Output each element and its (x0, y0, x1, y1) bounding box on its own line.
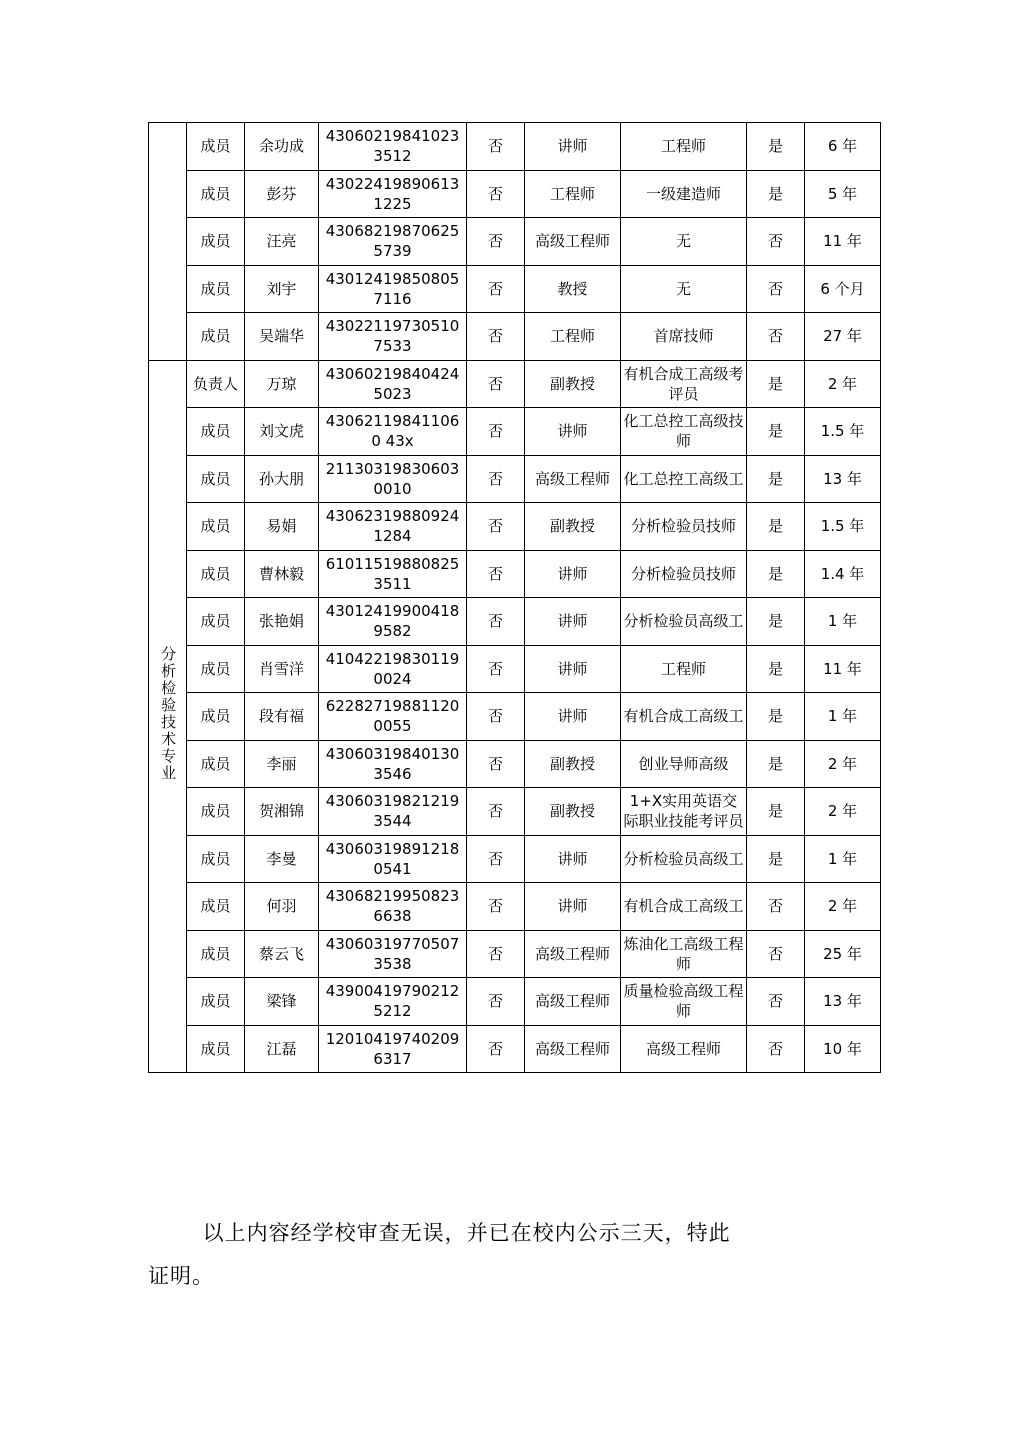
cell-title: 讲师 (525, 645, 621, 693)
cell-cert: 工程师 (621, 645, 747, 693)
cell-years: 10 年 (805, 1025, 881, 1073)
cell-role: 成员 (187, 170, 245, 218)
cell-role: 成员 (187, 550, 245, 598)
table-row (149, 883, 881, 931)
cell-years: 11 年 (805, 645, 881, 693)
cell-id: 430602198410233512 (319, 123, 467, 171)
cell-yn: 是 (747, 598, 805, 646)
cell-yn: 是 (747, 503, 805, 551)
cell-flag: 否 (467, 835, 525, 883)
cell-name: 吴端华 (245, 313, 319, 361)
table-row (149, 408, 881, 456)
footer-statement (148, 1212, 884, 1298)
group-label: 分析检验技术专业 (159, 645, 178, 782)
cell-title: 讲师 (525, 835, 621, 883)
cell-name: 段有福 (245, 693, 319, 741)
cell-name: 汪亮 (245, 218, 319, 266)
table-row (149, 978, 881, 1026)
cell-years: 6 个月 (805, 265, 881, 313)
cell-cert: 1+X实用英语交际职业技能考评员 (621, 788, 747, 836)
cell-yn: 否 (747, 883, 805, 931)
cell-name: 江磊 (245, 1025, 319, 1073)
group-cell-major (149, 360, 187, 1073)
cell-title: 高级工程师 (525, 218, 621, 266)
cell-yn: 是 (747, 170, 805, 218)
cell-title: 工程师 (525, 313, 621, 361)
cell-id: 430603198912180541 (319, 835, 467, 883)
cell-id: 430623198809241284 (319, 503, 467, 551)
cell-id: 622827198811200055 (319, 693, 467, 741)
cell-name: 贺湘锦 (245, 788, 319, 836)
cell-yn: 否 (747, 978, 805, 1026)
cell-yn: 否 (747, 930, 805, 978)
cell-flag: 否 (467, 550, 525, 598)
table-row (149, 123, 881, 171)
cell-title: 副教授 (525, 788, 621, 836)
cell-id: 430621198411060 43x (319, 408, 467, 456)
cell-role: 成员 (187, 265, 245, 313)
cell-cert: 有机合成工高级考评员 (621, 360, 747, 408)
cell-role: 负责人 (187, 360, 245, 408)
cell-years: 1 年 (805, 598, 881, 646)
cell-name: 肖雪洋 (245, 645, 319, 693)
cell-role: 成员 (187, 598, 245, 646)
cell-years: 25 年 (805, 930, 881, 978)
table-row (149, 218, 881, 266)
table-row (149, 265, 881, 313)
cell-title: 副教授 (525, 503, 621, 551)
cell-name: 李曼 (245, 835, 319, 883)
cell-yn: 是 (747, 645, 805, 693)
cell-name: 梁锋 (245, 978, 319, 1026)
cell-flag: 否 (467, 740, 525, 788)
cell-yn: 是 (747, 360, 805, 408)
cell-id: 410422198301190024 (319, 645, 467, 693)
table-row (149, 835, 881, 883)
cell-years: 1.5 年 (805, 408, 881, 456)
cell-id: 430682199508236638 (319, 883, 467, 931)
cell-role: 成员 (187, 835, 245, 883)
cell-yn: 否 (747, 1025, 805, 1073)
cell-id: 430224198906131225 (319, 170, 467, 218)
cell-role: 成员 (187, 740, 245, 788)
cell-role: 成员 (187, 313, 245, 361)
cell-flag: 否 (467, 265, 525, 313)
cell-flag: 否 (467, 978, 525, 1026)
cell-cert: 工程师 (621, 123, 747, 171)
cell-id: 430603198401303546 (319, 740, 467, 788)
cell-id: 430221197305107533 (319, 313, 467, 361)
cell-flag: 否 (467, 218, 525, 266)
personnel-table (148, 122, 881, 1073)
cell-role: 成员 (187, 218, 245, 266)
cell-name: 余功成 (245, 123, 319, 171)
table-row (149, 503, 881, 551)
cell-yn: 是 (747, 693, 805, 741)
cell-flag: 否 (467, 598, 525, 646)
cell-years: 1 年 (805, 835, 881, 883)
cell-title: 讲师 (525, 598, 621, 646)
cell-name: 孙大朋 (245, 455, 319, 503)
cell-years: 2 年 (805, 360, 881, 408)
cell-id: 439004197902125212 (319, 978, 467, 1026)
table-row (149, 645, 881, 693)
cell-flag: 否 (467, 693, 525, 741)
cell-role: 成员 (187, 930, 245, 978)
cell-id: 430603197705073538 (319, 930, 467, 978)
cell-cert: 高级工程师 (621, 1025, 747, 1073)
cell-cert: 质量检验高级工程师 (621, 978, 747, 1026)
cell-cert: 无 (621, 265, 747, 313)
cell-title: 副教授 (525, 740, 621, 788)
cell-role: 成员 (187, 978, 245, 1026)
cell-cert: 无 (621, 218, 747, 266)
cell-name: 万琼 (245, 360, 319, 408)
cell-title: 工程师 (525, 170, 621, 218)
cell-flag: 否 (467, 170, 525, 218)
footer-line-1: 以上内容经学校审查无误，并已在校内公示三天，特此 (202, 1221, 731, 1245)
cell-id: 120104197402096317 (319, 1025, 467, 1073)
table-body (149, 123, 881, 1073)
cell-role: 成员 (187, 1025, 245, 1073)
cell-name: 易娟 (245, 503, 319, 551)
cell-name: 何羽 (245, 883, 319, 931)
cell-id: 211303198306030010 (319, 455, 467, 503)
cell-flag: 否 (467, 360, 525, 408)
cell-years: 13 年 (805, 978, 881, 1026)
group-cell-empty (149, 123, 187, 361)
table-row (149, 788, 881, 836)
cell-cert: 分析检验员高级工 (621, 598, 747, 646)
cell-yn: 否 (747, 218, 805, 266)
cell-id: 430603198212193544 (319, 788, 467, 836)
cell-years: 2 年 (805, 883, 881, 931)
cell-flag: 否 (467, 930, 525, 978)
table-row (149, 740, 881, 788)
cell-years: 1.4 年 (805, 550, 881, 598)
cell-cert: 分析检验员高级工 (621, 835, 747, 883)
table-row (149, 930, 881, 978)
cell-cert: 有机合成工高级工 (621, 693, 747, 741)
cell-cert: 炼油化工高级工程师 (621, 930, 747, 978)
cell-cert: 创业导师高级 (621, 740, 747, 788)
cell-title: 高级工程师 (525, 930, 621, 978)
cell-cert: 一级建造师 (621, 170, 747, 218)
cell-flag: 否 (467, 788, 525, 836)
cell-id: 430124199004189582 (319, 598, 467, 646)
cell-years: 1 年 (805, 693, 881, 741)
table-row (149, 598, 881, 646)
cell-years: 27 年 (805, 313, 881, 361)
cell-cert: 化工总控工高级技师 (621, 408, 747, 456)
cell-id: 430682198706255739 (319, 218, 467, 266)
footer-line-2: 证明。 (148, 1264, 214, 1289)
cell-flag: 否 (467, 455, 525, 503)
cell-role: 成员 (187, 693, 245, 741)
cell-flag: 否 (467, 408, 525, 456)
table-row (149, 170, 881, 218)
cell-yn: 是 (747, 455, 805, 503)
cell-years: 5 年 (805, 170, 881, 218)
cell-years: 2 年 (805, 788, 881, 836)
cell-cert: 分析检验员技师 (621, 503, 747, 551)
cell-yn: 否 (747, 313, 805, 361)
cell-id: 610115198808253511 (319, 550, 467, 598)
cell-name: 蔡云飞 (245, 930, 319, 978)
cell-role: 成员 (187, 788, 245, 836)
cell-yn: 是 (747, 835, 805, 883)
cell-years: 13 年 (805, 455, 881, 503)
table-row (149, 693, 881, 741)
cell-role: 成员 (187, 455, 245, 503)
table-row (149, 313, 881, 361)
cell-name: 张艳娟 (245, 598, 319, 646)
cell-cert: 化工总控工高级工 (621, 455, 747, 503)
cell-title: 教授 (525, 265, 621, 313)
cell-years: 1.5 年 (805, 503, 881, 551)
cell-flag: 否 (467, 645, 525, 693)
cell-yn: 否 (747, 265, 805, 313)
personnel-table-container (148, 122, 880, 1073)
table-row (149, 455, 881, 503)
cell-name: 曹林毅 (245, 550, 319, 598)
cell-title: 高级工程师 (525, 978, 621, 1026)
cell-role: 成员 (187, 123, 245, 171)
cell-yn: 是 (747, 740, 805, 788)
cell-title: 讲师 (525, 123, 621, 171)
cell-name: 李丽 (245, 740, 319, 788)
cell-title: 高级工程师 (525, 1025, 621, 1073)
cell-years: 2 年 (805, 740, 881, 788)
cell-role: 成员 (187, 883, 245, 931)
cell-cert: 分析检验员技师 (621, 550, 747, 598)
cell-yn: 是 (747, 408, 805, 456)
table-row (149, 550, 881, 598)
cell-title: 讲师 (525, 693, 621, 741)
cell-title: 讲师 (525, 408, 621, 456)
table-row (149, 1025, 881, 1073)
cell-id: 430124198508057116 (319, 265, 467, 313)
cell-title: 讲师 (525, 550, 621, 598)
cell-flag: 否 (467, 503, 525, 551)
cell-role: 成员 (187, 408, 245, 456)
cell-yn: 是 (747, 788, 805, 836)
cell-yn: 是 (747, 550, 805, 598)
cell-cert: 首席技师 (621, 313, 747, 361)
cell-flag: 否 (467, 123, 525, 171)
cell-role: 成员 (187, 503, 245, 551)
cell-title: 高级工程师 (525, 455, 621, 503)
cell-cert: 有机合成工高级工 (621, 883, 747, 931)
cell-yn: 是 (747, 123, 805, 171)
cell-id: 430602198404245023 (319, 360, 467, 408)
cell-name: 刘文虎 (245, 408, 319, 456)
cell-role: 成员 (187, 645, 245, 693)
cell-flag: 否 (467, 313, 525, 361)
cell-years: 6 年 (805, 123, 881, 171)
cell-flag: 否 (467, 883, 525, 931)
cell-title: 副教授 (525, 360, 621, 408)
cell-flag: 否 (467, 1025, 525, 1073)
cell-years: 11 年 (805, 218, 881, 266)
table-row (149, 360, 881, 408)
cell-name: 彭芬 (245, 170, 319, 218)
cell-name: 刘宇 (245, 265, 319, 313)
cell-title: 讲师 (525, 883, 621, 931)
